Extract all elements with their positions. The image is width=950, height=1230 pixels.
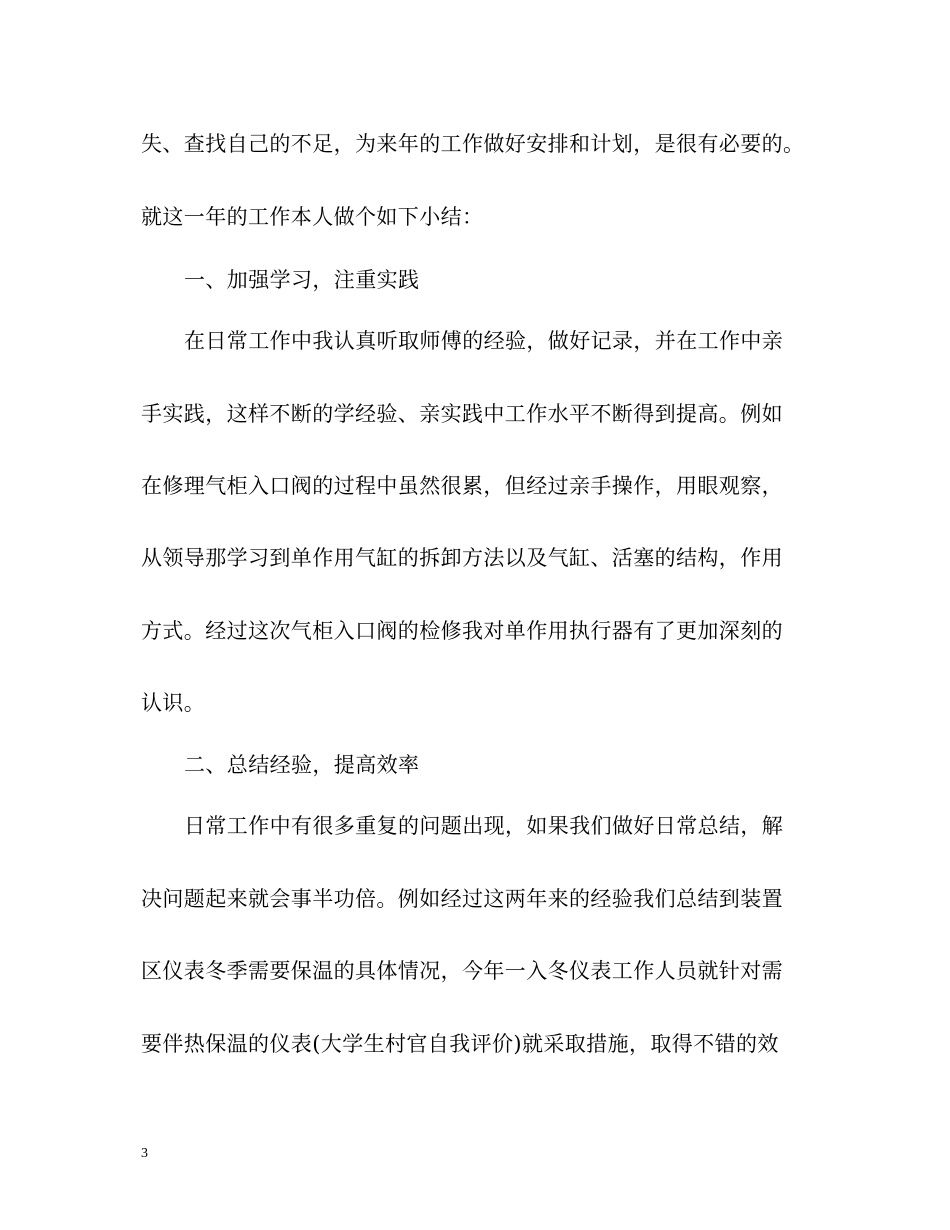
text-line: 认识。 (141, 691, 206, 715)
text-line: 手实践，这样不断的学经验、亲实践中工作水平不断得到提高。例如 (141, 402, 783, 426)
text-line: 方式。经过这次气柜入口阀的检修我对单作用执行器有了更加深刻的 (141, 619, 783, 643)
text-line: 失、查找自己的不足，为来年的工作做好安排和计划，是很有必要的。 (141, 132, 805, 156)
section-heading: 二、总结经验，提高效率 (184, 753, 420, 777)
text-line: 要伴热保温的仪表(大学生村官自我评价)就采取措施，取得不错的效 (141, 1032, 779, 1056)
text-line: 在修理气柜入口阀的过程中虽然很累，但经过亲手操作，用眼观察， (141, 474, 783, 498)
text-line: 区仪表冬季需要保温的具体情况，今年一入冬仪表工作人员就针对需 (141, 959, 783, 983)
section-heading: 一、加强学习，注重实践 (184, 268, 420, 292)
text-line: 在日常工作中我认真听取师傅的经验，做好记录，并在工作中亲 (184, 329, 784, 353)
text-line: 就这一年的工作本人做个如下小结： (141, 205, 484, 229)
page-number: 3 (141, 1146, 148, 1161)
text-line: 日常工作中有很多重复的问题出现，如果我们做好日常总结，解 (184, 814, 784, 838)
text-line: 从领导那学习到单作用气缸的拆卸方法以及气缸、活塞的结构，作用 (141, 546, 783, 570)
text-line: 决问题起来就会事半功倍。例如经过这两年来的经验我们总结到装置 (141, 887, 783, 911)
